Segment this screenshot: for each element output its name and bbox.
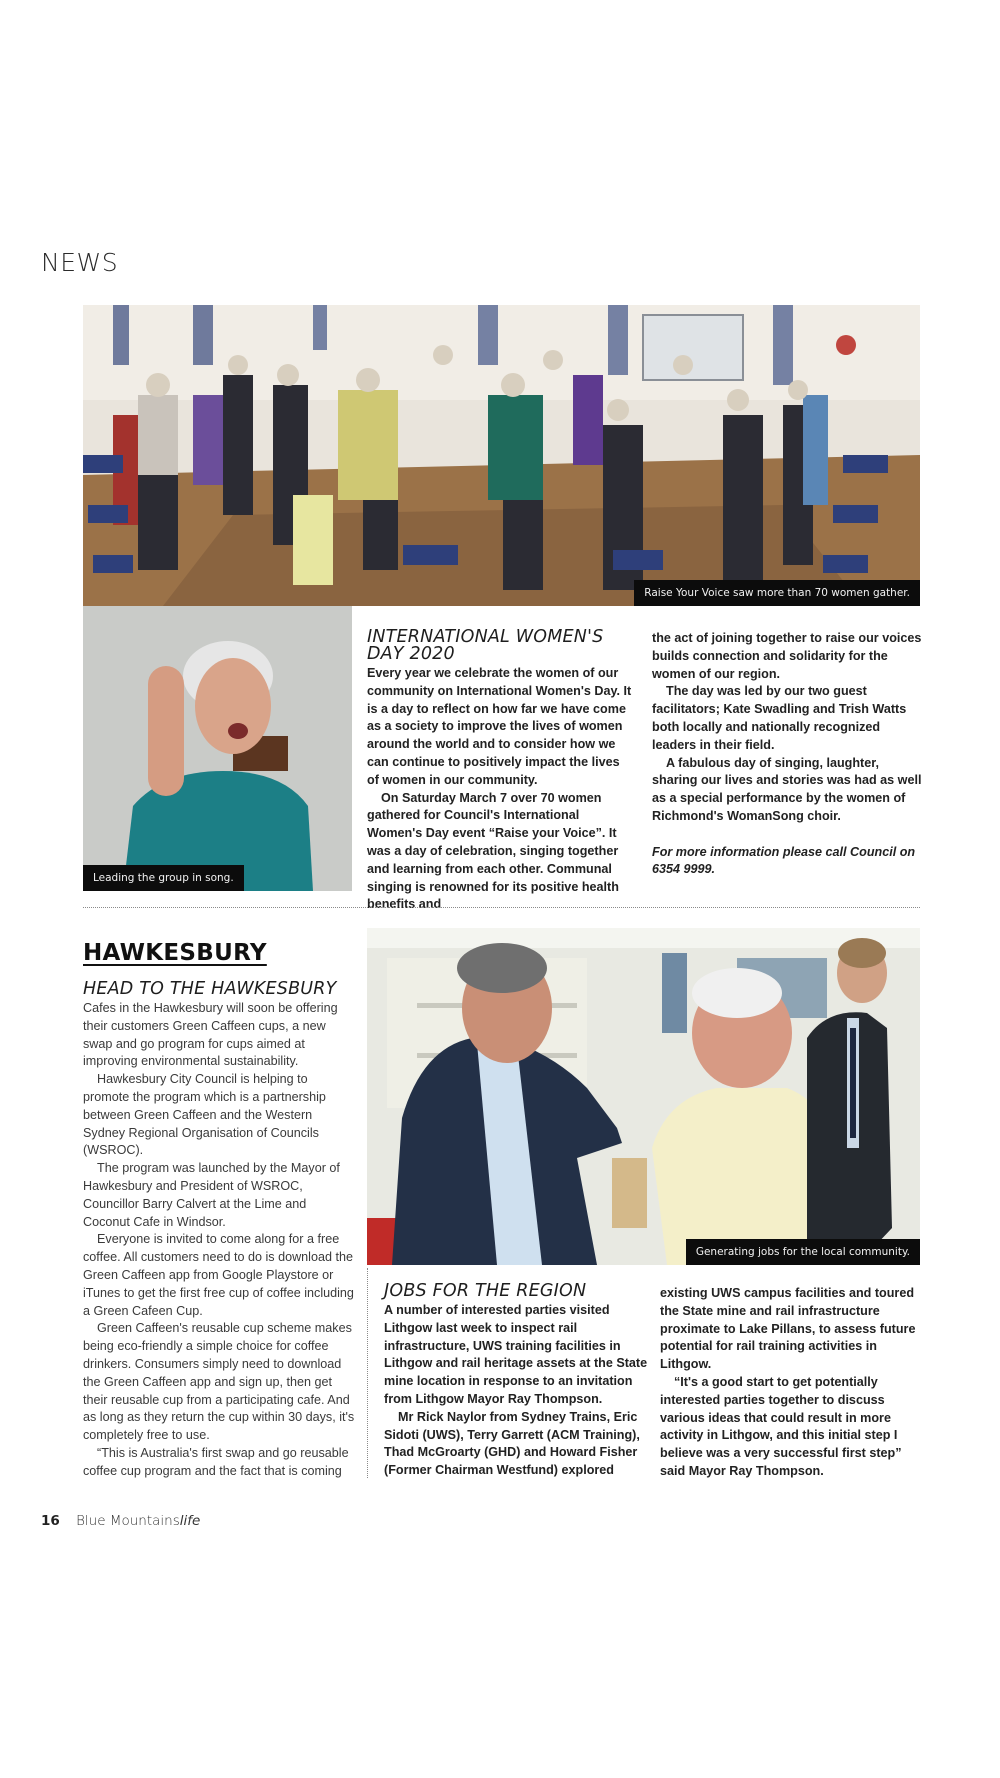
choir-photo-image [83, 305, 920, 606]
region-title: HAWKESBURY [83, 940, 267, 966]
section-label: NEWS [41, 248, 119, 277]
section-divider [83, 907, 920, 908]
jobs-article-column-2 [660, 1285, 930, 1481]
iwd-contact-note: For more information please call Council on 6354 9999. [652, 844, 916, 877]
publication-name [76, 1513, 200, 1529]
hawkesbury-paragraph: Green Caffeen's reusable cup scheme makes being eco-friendly a simple choice for coffee drinkers. Consumers simply need to download the Green Caffeen app and sign up, then get their reusable cup from a participating cafe. And as long as they return the cup within 30 days, it's completely free to use. [83, 1321, 355, 1443]
iwd-article-column-1 [367, 629, 634, 914]
page-footer [41, 1513, 200, 1529]
iwd-paragraph: On Saturday March 7 over 70 women gathered for Council's International Women's Day event “Raise your Voice”. It was a day of celebration, singing together and learning from each other. Communal singing is renowned for its positive health benefits and [367, 790, 619, 912]
hawkesbury-paragraph: “This is Australia's first swap and go reusable coffee cup program and the fact that is coming [83, 1445, 349, 1478]
jobs-photo-image [367, 928, 920, 1265]
iwd-paragraph: A fabulous day of singing, laughter, sharing our lives and stories was had as well as a special performance by the women of Richmond's WomanSong choir. [652, 755, 922, 823]
jobs-paragraph: Mr Rick Naylor from Sydney Trains, Eric Sidoti (UWS), Terry Garrett (ACM Training), Thad McGroarty (GHD) and Howard Fisher (Former Chairman Westfund) explored [384, 1409, 640, 1478]
choir-photo [83, 305, 920, 606]
leader-photo-caption: Leading the group in song. [83, 865, 244, 891]
iwd-paragraph: The day was led by our two guest facilitators; Kate Swadling and Trish Watts both locally and nationally recognized leaders in their field. [652, 684, 907, 752]
iwd-headline: INTERNATIONAL WOMEN'S DAY 2020 [367, 627, 604, 664]
iwd-paragraph: Every year we celebrate the women of our community on International Women's Day. It is a day to reflect on how far we have come as a society to improve the lives of women around the world and to consider how we can continue to positively impact the lives of women in our community. [367, 666, 632, 787]
hawkesbury-paragraph: The program was launched by the Mayor of Hawkesbury and President of WSROC, Councillor Barry Calvert at the Lime and Coconut Cafe in Windsor. [83, 1161, 340, 1229]
page-number: 16 [41, 1513, 60, 1529]
choir-photo-caption: Raise Your Voice saw more than 70 women gather. [634, 580, 920, 606]
jobs-photo-caption: Generating jobs for the local community. [686, 1239, 920, 1265]
column-divider [367, 1268, 368, 1478]
hawkesbury-paragraph: Everyone is invited to come along for a free coffee. All customers need to do is download the Green Caffeen app from Google Playstore or iTunes to get the first free cup of coffee including a Green Cafeen Cup. [83, 1232, 354, 1318]
leader-photo [83, 606, 352, 891]
iwd-paragraph: the act of joining together to raise our voices builds connection and solidarity for the women of our region. [652, 631, 922, 681]
publication-name-suffix: life [179, 1513, 201, 1529]
iwd-article-column-2 [652, 630, 927, 879]
jobs-photo [367, 928, 920, 1265]
publication-name-main: Blue Mountains [76, 1513, 180, 1529]
hawkesbury-article [83, 981, 355, 1481]
jobs-article-column-1 [384, 1283, 649, 1480]
hawkesbury-paragraph: Hawkesbury City Council is helping to promote the program which is a partnership between Green Caffeen and the Western Sydney Regional Organisation of Councils (WSROC). [83, 1072, 326, 1158]
leader-photo-image [83, 606, 352, 891]
jobs-paragraph: “It's a good start to get potentially interested parties together to discuss various ideas that could result in more activity in Lithgow, and this initial step I believe was a very successful first step” said Mayor Ray Thompson. [660, 1374, 902, 1478]
hawkesbury-headline: HEAD TO THE HAWKESBURY [83, 979, 337, 999]
jobs-paragraph: A number of interested parties visited Lithgow last week to inspect rail infrastructure, UWS training facilities in Lithgow and rail heritage assets at the State mine location in response to an invitation from Lithgow Mayor Ray Thompson. [384, 1303, 648, 1406]
hawkesbury-paragraph: Cafes in the Hawkesbury will soon be offering their customers Green Caffeen cups, a new swap and go program for cups aimed at improving environmental sustainability. [83, 1001, 338, 1069]
jobs-paragraph: existing UWS campus facilities and toured the State mine and rail infrastructure proximate to Lake Pillans, to assess future potential for rail training activities in Lithgow. [660, 1286, 916, 1372]
jobs-headline: JOBS FOR THE REGION [384, 1281, 587, 1301]
